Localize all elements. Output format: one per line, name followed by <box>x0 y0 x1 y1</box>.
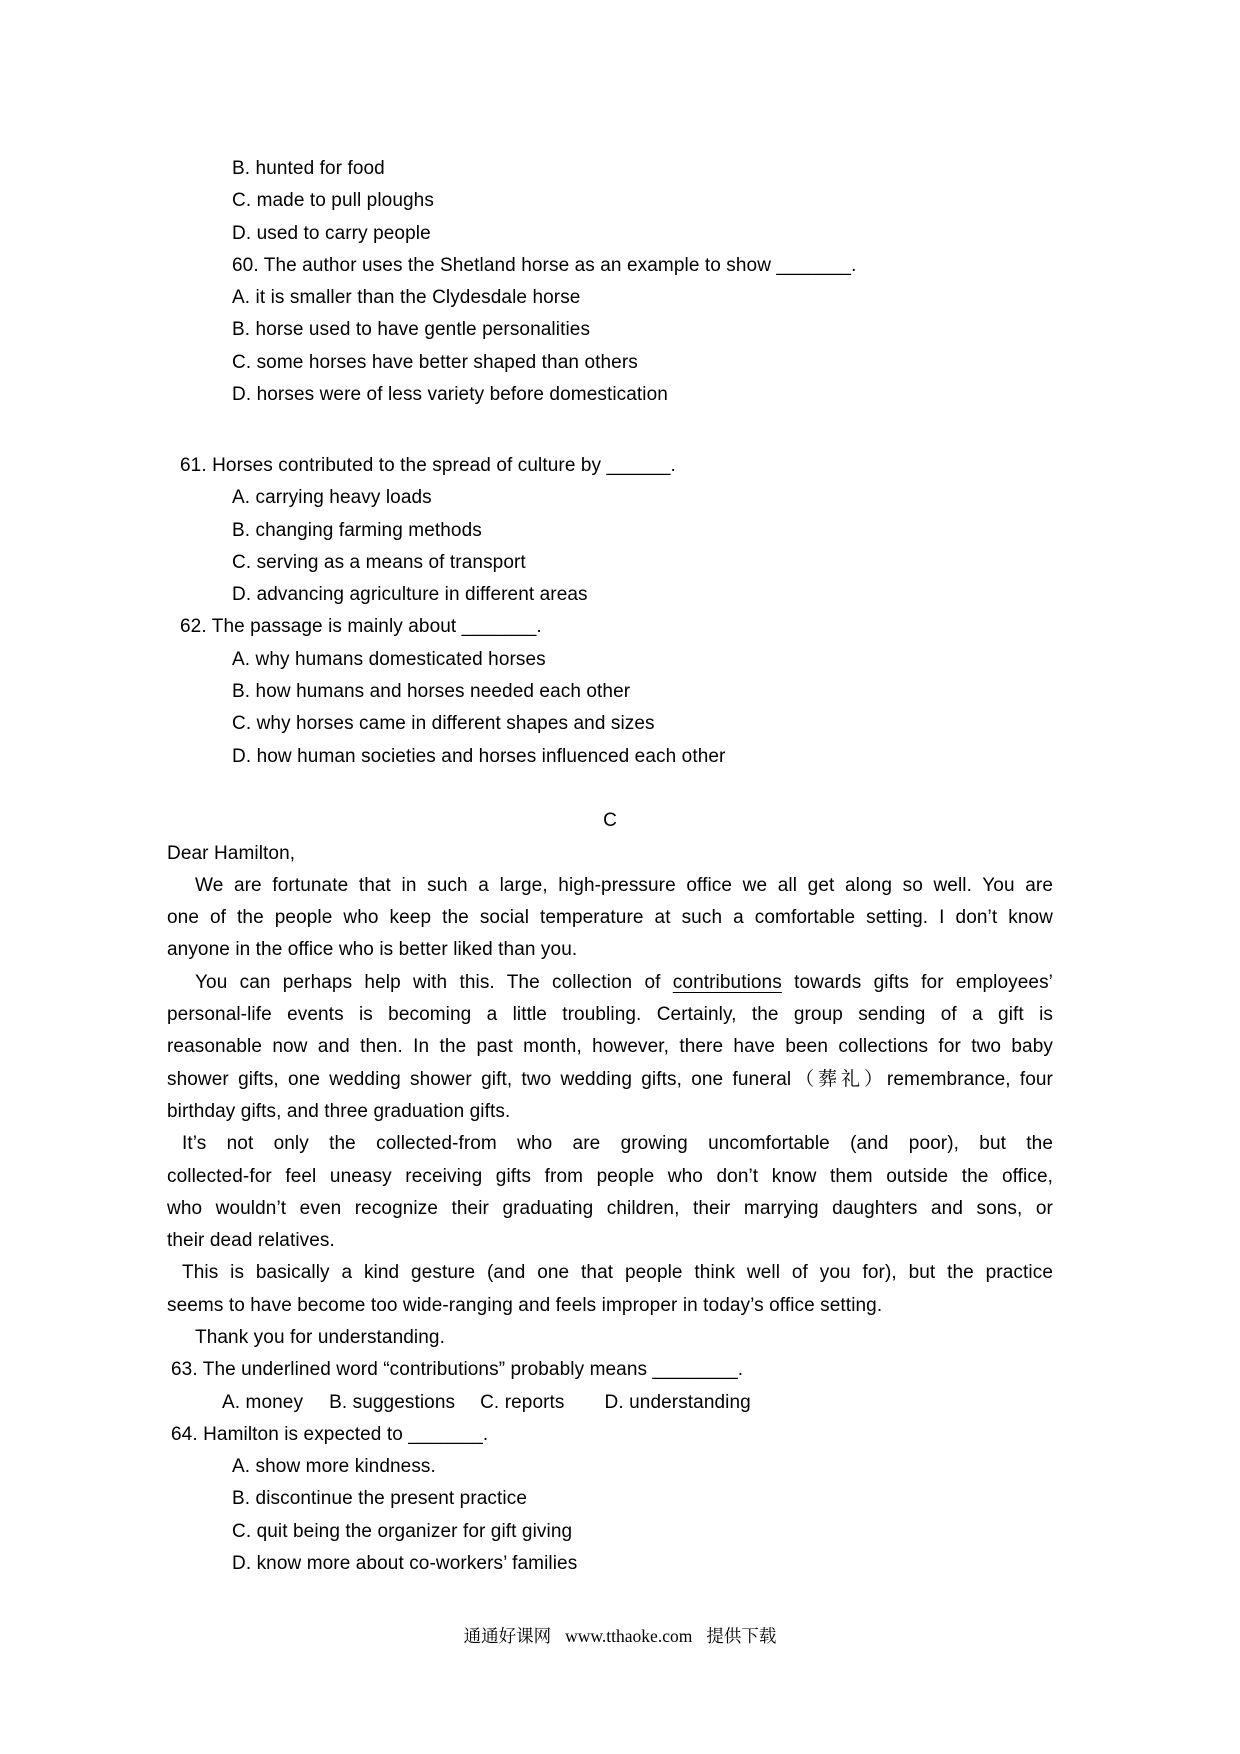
letter-paragraph-1-line: one of the people who keep the social temperature at such a comfortable setting. I don’t know <box>167 907 1053 929</box>
question-61-option-a: A. carrying heavy loads <box>232 487 432 509</box>
question-63-option-b: B. suggestions <box>329 1391 456 1413</box>
letter-closing: Thank you for understanding. <box>195 1326 445 1348</box>
passage-c-heading: C <box>603 810 617 832</box>
spacer <box>167 773 1053 805</box>
question-64-option-d: D. know more about co-workers’ families <box>232 1553 578 1575</box>
underlined-word-contributions: contributions <box>672 971 782 993</box>
letter-salutation: Dear Hamilton, <box>167 842 296 864</box>
question-64-option-c: C. quit being the organizer for gift giving <box>232 1520 573 1542</box>
letter-paragraph-1-line: We are fortunate that in such a large, high-pressure office we all get along so well. You are <box>195 874 1053 896</box>
letter-paragraph-2-line: personal-life events is becoming a little troubling. Certainly, the group sending of a gift is <box>167 1004 1053 1026</box>
letter-paragraph-1-line: anyone in the office who is better liked than you. <box>167 939 578 961</box>
letter-paragraph-2-line: reasonable now and then. In the past month, however, there have been collections for two baby <box>167 1036 1053 1058</box>
page-footer <box>0 1623 1240 1649</box>
question-61-option-c: C. serving as a means of transport <box>232 551 526 573</box>
question-62-option-d: D. how human societies and horses influenced each other <box>232 745 726 767</box>
question-63-option-a: A. money <box>222 1391 304 1413</box>
footer-suffix: 提供下载 <box>706 1626 777 1646</box>
question-60-option-a: A. it is smaller than the Clydesdale horse <box>232 287 581 309</box>
question-63-option-d: D. understanding <box>604 1391 751 1413</box>
question-61-option-d: D. advancing agriculture in different areas <box>232 584 588 606</box>
question-64-option-a: A. show more kindness. <box>232 1456 436 1478</box>
letter-paragraph-3-line: collected-for feel uneasy receiving gifts from people who don’t know them outside the office, <box>167 1165 1053 1187</box>
question-62-option-b: B. how humans and horses needed each other <box>232 681 631 703</box>
letter-paragraph-2-line: birthday gifts, and three graduation gifts. <box>167 1100 511 1122</box>
question-60-option-d: D. horses were of less variety before domestication <box>232 384 668 406</box>
letter-paragraph-4-line: This is basically a kind gesture (and one that people think well of you for), but the practice <box>182 1262 1053 1284</box>
letter-paragraph-2-line: shower gifts, one wedding shower gift, two wedding gifts, one funeral（葬礼）remembrance, four <box>167 1068 1053 1090</box>
letter-paragraph-3-line: their dead relatives. <box>167 1230 335 1252</box>
letter-paragraph-4-line: seems to have become too wide-ranging and feels improper in today’s office setting. <box>167 1294 883 1316</box>
question-64-option-b: B. discontinue the present practice <box>232 1488 528 1510</box>
question-61-stem: 61. Horses contributed to the spread of culture by ______. <box>180 454 676 476</box>
question-63-stem: 63. The underlined word “contributions” probably means ________. <box>171 1359 744 1381</box>
question-64-stem: 64. Hamilton is expected to _______. <box>171 1423 489 1445</box>
question-60-option-c: C. some horses have better shaped than others <box>232 351 638 373</box>
question-59-option-b: B. hunted for food <box>232 158 385 179</box>
spacer <box>167 411 1053 450</box>
letter-paragraph-3-line: who wouldn’t even recognize their graduating children, their marrying daughters and sons, or <box>167 1197 1053 1219</box>
question-63-options-row <box>222 1387 1053 1419</box>
footer-site-name: 通通好课网 <box>463 1626 552 1646</box>
question-60-option-b: B. horse used to have gentle personalities <box>232 319 591 341</box>
question-62-stem: 62. The passage is mainly about _______. <box>180 616 542 638</box>
question-63-option-c: C. reports <box>480 1391 565 1413</box>
exam-body <box>167 153 1053 1580</box>
question-59-option-d: D. used to carry people <box>232 222 431 244</box>
question-59-option-c: C. made to pull ploughs <box>232 190 434 212</box>
paragraph-text: towards gifts for employees’ <box>781 971 1054 993</box>
footer-url: www.tthaoke.com <box>565 1626 693 1646</box>
question-60-stem: 60. The author uses the Shetland horse as an example to show _______. <box>232 254 857 276</box>
paragraph-text: You can perhaps help with this. The collection of <box>195 971 673 993</box>
question-61-option-b: B. changing farming methods <box>232 519 482 541</box>
question-62-option-c: C. why horses came in different shapes and sizes <box>232 713 655 735</box>
letter-paragraph-2-line <box>167 967 1053 999</box>
letter-paragraph-3-line: It’s not only the collected-from who are growing uncomfortable (and poor), but the <box>182 1133 1053 1155</box>
question-62-option-a: A. why humans domesticated horses <box>232 648 546 670</box>
